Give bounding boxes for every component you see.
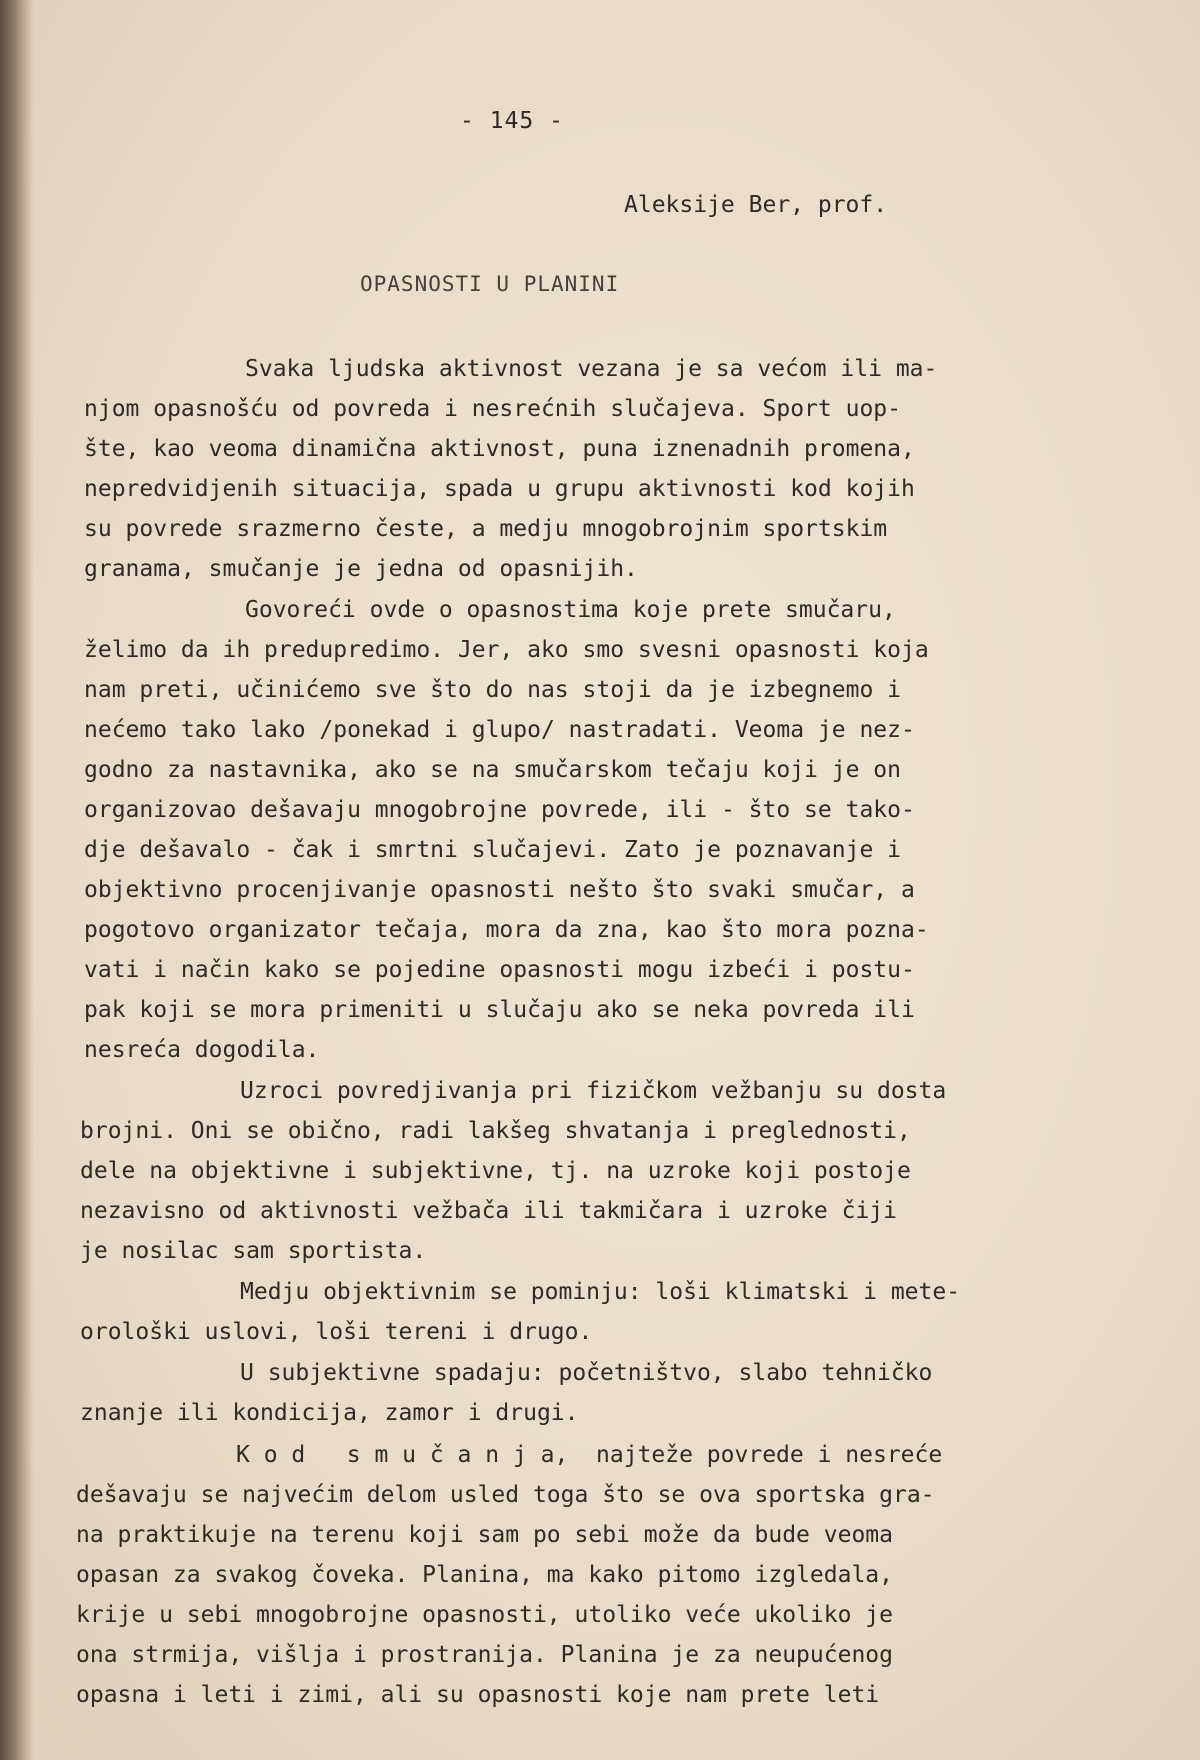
text-line: nepredvidjenih situacija, spada u grupu aktivnosti kod kojih: [84, 476, 915, 502]
text-line: znanje ili kondicija, zamor i drugi.: [80, 1400, 579, 1426]
text-line: orološki uslovi, loši tereni i drugo.: [80, 1319, 593, 1345]
text-line: Govoreći ovde o opasnostima koje prete smučaru,: [245, 597, 896, 623]
book-binding-edge: [0, 0, 34, 1760]
text-line: K o d s m u č a n j a, najteže povrede i nesreće: [236, 1442, 943, 1468]
text-line: pak koji se mora primeniti u slučaju ako se neka povreda ili: [84, 997, 915, 1023]
text-line: brojni. Oni se obično, radi lakšeg shvatanja i preglednosti,: [80, 1118, 911, 1144]
text-line: Medju objektivnim se pominju: loši klimatski i mete-: [240, 1279, 961, 1305]
text-line: šte, kao veoma dinamična aktivnost, puna iznenadnih promena,: [84, 436, 915, 462]
text-line: nesreća dogodila.: [84, 1037, 320, 1063]
text-line: su povrede srazmerno česte, a medju mnogobrojnim sportskim: [84, 516, 888, 542]
text-line: opasna i leti i zimi, ali su opasnosti koje nam prete leti: [76, 1682, 880, 1708]
text-line: granama, smučanje je jedna od opasnijih.: [84, 556, 638, 582]
text-line: ona strmija, višlja i prostranija. Planina je za neupućenog: [76, 1642, 893, 1668]
text-line: dešavaju se najvećim delom usled toga što se ova sportska gra-: [76, 1482, 935, 1508]
text-line: Uzroci povredjivanja pri fizičkom vežbanju su dosta: [240, 1078, 947, 1104]
text-line: krije u sebi mnogobrojne opasnosti, utoliko veće ukoliko je: [76, 1602, 893, 1628]
article-title: OPASNOSTI U PLANINI: [360, 272, 620, 296]
text-line: godno za nastavnika, ako se na smučarskom tečaju koji je on: [84, 757, 901, 783]
text-line: nećemo tako lako /ponekad i glupo/ nastradati. Veoma je nez-: [84, 717, 915, 743]
text-line: opasan za svakog čoveka. Planina, ma kako pitomo izgledala,: [76, 1562, 893, 1588]
text-line: želimo da ih predupredimo. Jer, ako smo svesni opasnosti koja: [84, 637, 929, 663]
text-line: vati i način kako se pojedine opasnosti mogu izbeći i postu-: [84, 957, 915, 983]
text-line: objektivno procenjivanje opasnosti nešto što svaki smučar, a: [84, 877, 915, 903]
text-line: je nosilac sam sportista.: [80, 1238, 427, 1264]
text-line: U subjektivne spadaju: početništvo, slabo tehničko: [240, 1360, 933, 1386]
text-line: Svaka ljudska aktivnost vezana je sa većom ili ma-: [245, 356, 938, 382]
author-line: Aleksije Ber, prof.: [624, 192, 888, 218]
text-line: nezavisno od aktivnosti vežbača ili takmičara i uzroke čiji: [80, 1198, 897, 1224]
text-line: njom opasnošću od povreda i nesrećnih slučajeva. Sport uop-: [84, 396, 901, 422]
text-line: nam preti, učinićemo sve što do nas stoji da je izbegnemo i: [84, 677, 901, 703]
text-line: na praktikuje na terenu koji sam po sebi može da bude veoma: [76, 1522, 893, 1548]
page-number: - 145 -: [460, 108, 564, 134]
text-line: dele na objektivne i subjektivne, tj. na uzroke koji postoje: [80, 1158, 911, 1184]
text-line: dje dešavalo - čak i smrtni slučajevi. Zato je poznavanje i: [84, 837, 901, 863]
text-line: pogotovo organizator tečaja, mora da zna, kao što mora pozna-: [84, 917, 929, 943]
text-line: organizovao dešavaju mnogobrojne povrede, ili - što se tako-: [84, 797, 915, 823]
